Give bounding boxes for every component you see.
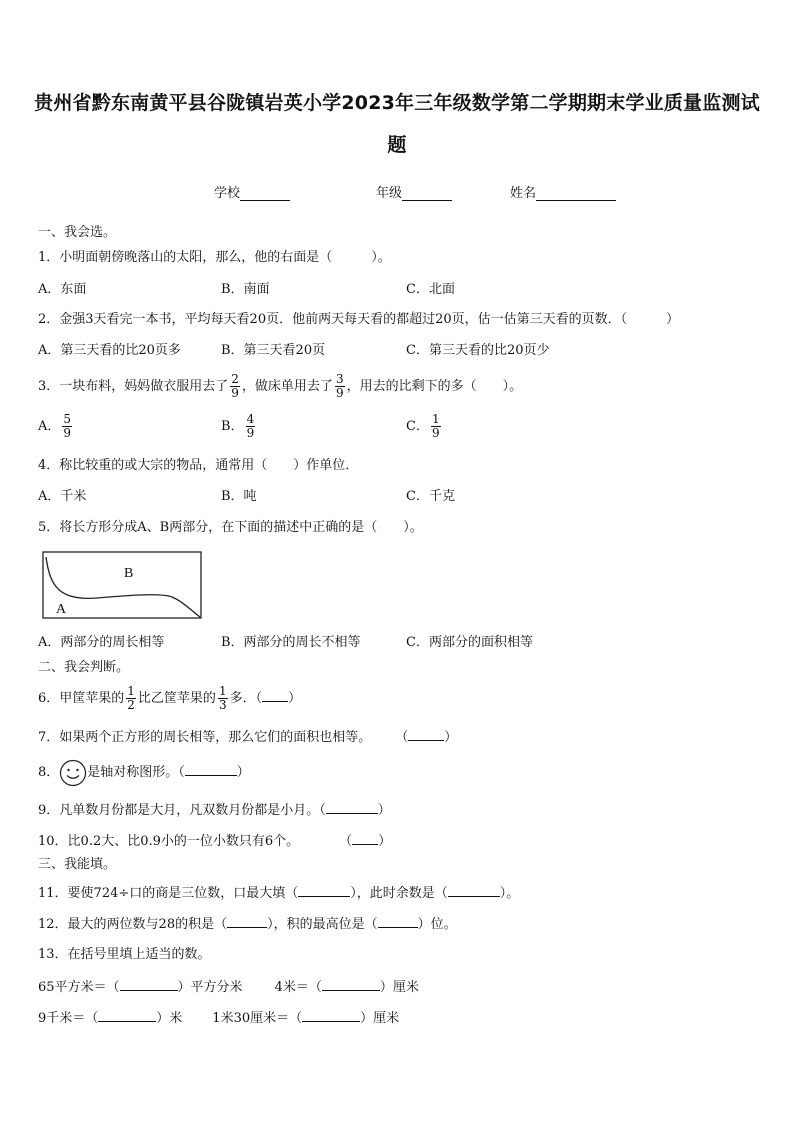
q3-text-1: 3．一块布料，妈妈做衣服用去了 — [38, 379, 229, 394]
q5-option-a[interactable]: A．两部分的周长相等 — [38, 635, 165, 650]
name-label: 姓名 — [510, 186, 537, 201]
question-5: 5．将长方形分成A、B两部分，在下面的描述中正确的是（ ）。 — [38, 520, 423, 535]
q3-fraction-2: $\frac{3}{9}$ — [335, 372, 344, 400]
q6-fraction-1: $\frac{1}{2}$ — [127, 684, 135, 712]
question-7: 7．如果两个正方形的周长相等，那么它们的面积也相等。 （ ） — [38, 730, 458, 745]
grade-blank[interactable] — [402, 186, 452, 201]
name-blank[interactable] — [536, 186, 616, 201]
figure-dividing-curve — [46, 557, 200, 617]
page-title-line1: 贵州省黔东南黄平县谷陇镇岩英小学2023年三年级数学第二学期期末学业质量监测试 — [34, 92, 760, 114]
rectangle-divided-figure — [42, 551, 202, 619]
figure-rectangle — [43, 552, 201, 618]
q5-option-c[interactable]: C．两部分的面积相等 — [406, 635, 533, 650]
q8-answer-blank[interactable] — [185, 763, 237, 776]
question-12: 12．最大的两位数与28的积是（ ），积的最高位是（ ）位。 — [38, 917, 457, 932]
q1-option-c[interactable]: C．北面 — [406, 282, 455, 297]
q3-option-b-fraction: $\frac{4}{9}$ — [246, 412, 255, 440]
q13-row-2: 9千米＝（ ）米 1米30厘米＝（ ）厘米 — [38, 1011, 400, 1026]
q9-answer-blank[interactable] — [326, 801, 378, 814]
question-13: 13．在括号里填上适当的数。 — [38, 947, 211, 962]
section-heading-3: 三、我能填。 — [38, 857, 117, 872]
school-label: 学校 — [214, 186, 241, 201]
page-title-line2: 题 — [387, 134, 407, 156]
grade-field[interactable] — [376, 182, 452, 201]
q4-option-c[interactable]: C．千克 — [406, 489, 455, 504]
q3-text-3: ，用去的比剩下的多（ ）。 — [346, 379, 523, 394]
question-2: 2．金强3天看完一本书，平均每天看20页．他前两天每天看的都超过20页，估一估第三天看的页数．（ ） — [38, 312, 680, 327]
q5-option-b[interactable]: B．两部分的周长不相等 — [221, 635, 361, 650]
school-blank[interactable] — [240, 186, 290, 201]
q6-answer-blank[interactable] — [262, 689, 288, 702]
q2-option-c[interactable]: C．第三天看的比20页少 — [406, 343, 550, 358]
q1-option-b[interactable]: B．南面 — [221, 282, 270, 297]
q3-fraction-1: $\frac{2}{9}$ — [231, 372, 239, 400]
name-field[interactable] — [510, 182, 616, 201]
section-heading-2: 二、我会判断。 — [38, 660, 130, 675]
q3-option-a-fraction: $\frac{5}{9}$ — [63, 412, 72, 440]
question-11: 11．要使724÷口的商是三位数，口最大填（ ），此时余数是（ ）。 — [38, 886, 520, 901]
grade-label: 年级 — [376, 186, 403, 201]
q12-blank-highest-place[interactable] — [378, 915, 418, 928]
q12-blank-product[interactable] — [227, 915, 267, 928]
school-field[interactable] — [214, 182, 290, 201]
q4-option-a[interactable]: A．千米 — [38, 489, 87, 504]
q3-option-c-fraction: $\frac{1}{9}$ — [431, 412, 440, 440]
q3-option-a[interactable]: A． $\frac{5}{9}$ — [38, 412, 72, 440]
question-3 — [38, 372, 522, 402]
figure-label-a: A — [56, 602, 67, 617]
q13-blank-2[interactable] — [322, 978, 380, 991]
q2-option-b[interactable]: B．第三天看20页 — [221, 343, 326, 358]
smiley-face-icon — [59, 759, 87, 787]
figure-label-b: B — [124, 566, 134, 581]
q13-blank-3[interactable] — [98, 1009, 156, 1022]
question-10: 10．比0.2大、比0.9小的一位小数只有6个。 （ ） — [38, 834, 392, 849]
section-heading-1: 一、我会选。 — [38, 225, 117, 240]
q1-option-a[interactable]: A．东面 — [38, 282, 87, 297]
q6-fraction-2: $\frac{1}{3}$ — [218, 684, 227, 712]
question-4: 4．称比较重的或大宗的物品，通常用（ ）作单位． — [38, 458, 359, 473]
q10-answer-blank[interactable] — [352, 832, 378, 845]
q7-answer-blank[interactable] — [408, 728, 444, 741]
q13-blank-1[interactable] — [120, 978, 178, 991]
q2-option-a[interactable]: A．第三天看的比20页多 — [38, 343, 181, 358]
q3-option-b[interactable]: B． $\frac{4}{9}$ — [221, 412, 255, 440]
question-6: 6．甲筐苹果的 $\frac{1}{2}$ 比乙筐苹果的 $\frac{1}{3}$ 多．（ ） — [38, 684, 302, 712]
q3-text-2: ，做床单用去了 — [241, 379, 333, 394]
q4-option-b[interactable]: B．吨 — [221, 489, 257, 504]
q11-blank-remainder[interactable] — [448, 884, 500, 897]
q13-row-1: 65平方米＝（ ）平方分米 4米＝（ ）厘米 — [38, 980, 419, 995]
q3-option-c[interactable]: C． $\frac{1}{9}$ — [406, 412, 440, 440]
question-8: 8． 是轴对称图形。（ ） — [38, 758, 250, 788]
question-9: 9．凡单数月份都是大月，凡双数月份都是小月。（ ） — [38, 803, 391, 818]
q13-blank-4[interactable] — [302, 1009, 360, 1022]
q11-blank-divisor[interactable] — [298, 884, 350, 897]
question-1: 1．小明面朝傍晚落山的太阳，那么，他的右面是（ ）。 — [38, 250, 391, 265]
